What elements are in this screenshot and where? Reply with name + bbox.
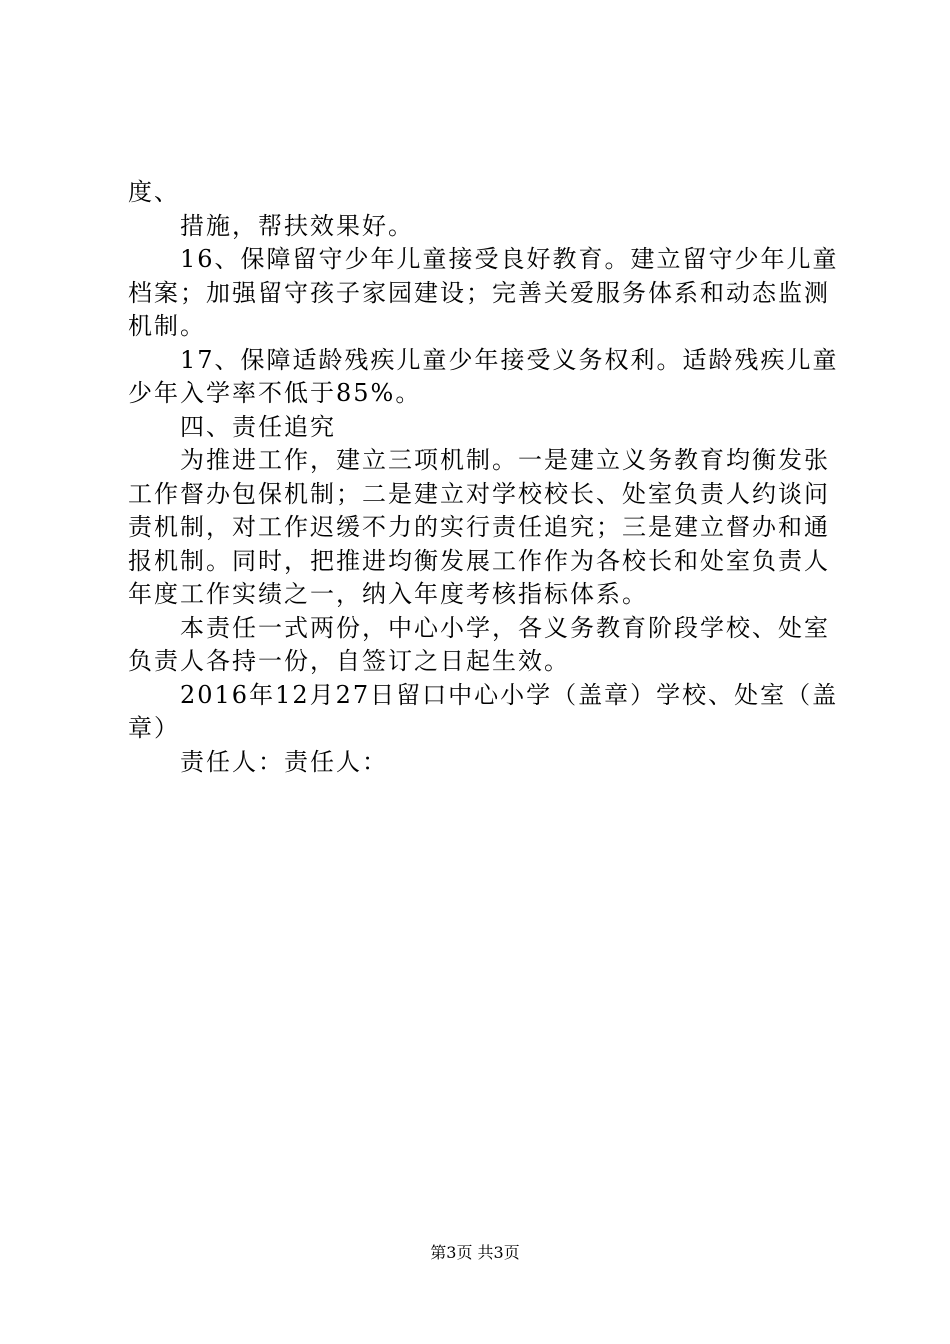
text-line: 17、保障适龄残疾儿童少年接受义务权利。适龄残疾儿童	[180, 345, 839, 374]
text-line: 机制。	[128, 312, 206, 340]
text-line: 档案；加强留守孩子家园建设；完善关爱服务体系和动态监测	[128, 278, 830, 307]
text-line: 年度工作实绩之一，纳入年度考核指标体系。	[128, 580, 648, 608]
text-line: 2016年12月27日留口中心小学（盖章）学校、处室（盖	[180, 680, 839, 709]
text-line: 为推进工作，建立三项机制。一是建立义务教育均衡发张	[180, 446, 830, 474]
document-body	[128, 176, 839, 779]
page-footer: 第3页 共3页	[430, 1243, 520, 1262]
text-line: 度、	[128, 178, 180, 206]
text-line: 16、保障留守少年儿童接受良好教育。建立留守少年儿童	[180, 245, 839, 273]
text-line: 负责人各持一份，自签订之日起生效。	[128, 647, 570, 675]
text-line: 工作督办包保机制；二是建立对学校校长、处室负责人约谈问	[128, 479, 830, 508]
text-line: 少年入学率不低于85%。	[128, 379, 422, 407]
text-line: 章）	[128, 714, 180, 742]
text-line: 措施，帮扶效果好。	[180, 211, 414, 240]
text-line: 四、责任追究	[180, 412, 336, 441]
text-line: 责机制，对工作迟缓不力的实行责任追究；三是建立督办和通	[128, 513, 830, 541]
text-line: 责任人：责任人：	[180, 747, 388, 776]
text-line: 本责任一式两份，中心小学，各义务教育阶段学校、处室	[180, 613, 830, 642]
text-line: 报机制。同时，把推进均衡发展工作作为各校长和处室负责人	[128, 546, 830, 575]
